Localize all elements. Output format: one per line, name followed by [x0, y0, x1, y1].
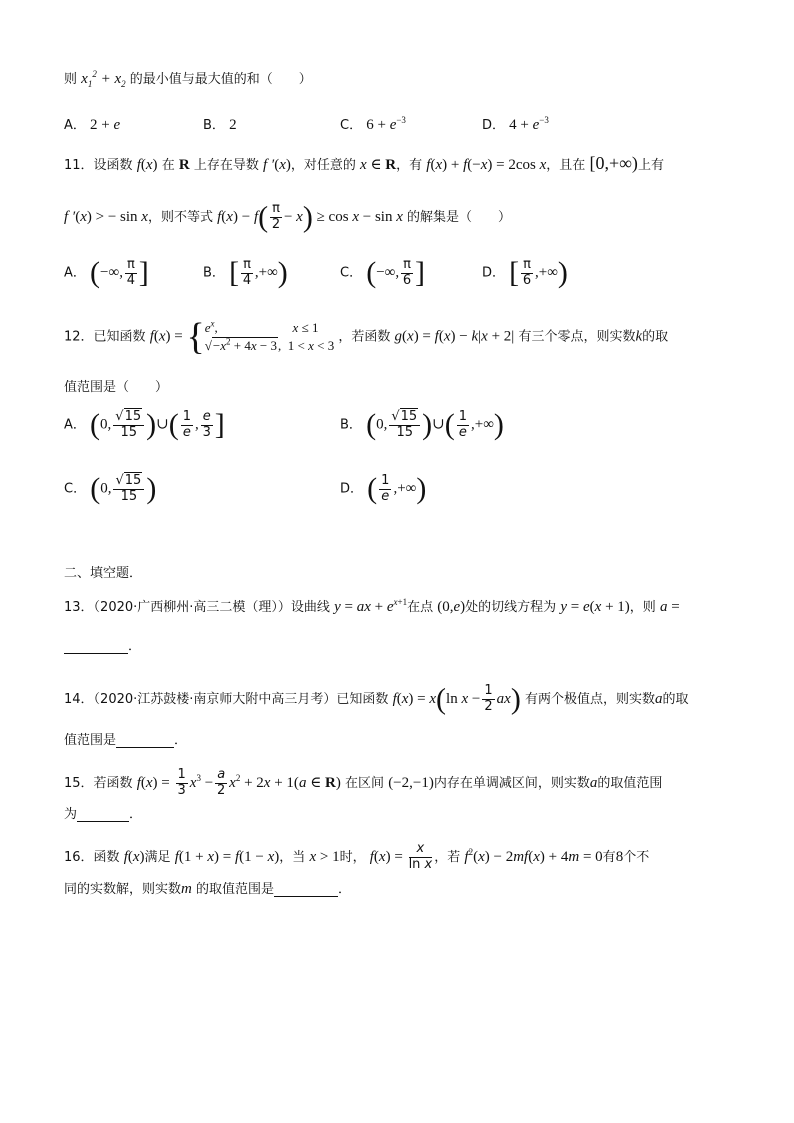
q11-option-b[interactable]: B． [ $\frac{\pi}{4}$ ,+∞) [203, 256, 288, 289]
q11-option-a[interactable]: A． (−∞, $\frac{\pi}{4}$ ] [64, 256, 149, 289]
q14-line-1: 14．（2020·江苏鼓楼·南京师大附中高三月考）已知函数 f(x) = x(ln x − $\frac{1}{2}$ ax) 有两个极值点，则实数a的取 [64, 682, 689, 716]
q13-line-2: ． [64, 640, 141, 654]
q15-answer-blank[interactable] [77, 808, 129, 822]
q16-answer-blank[interactable] [274, 883, 338, 897]
q13-line-1: 13．（2020·广西柳州·高三二模（理））设曲线 y = ax + $e^{x+1}$在点 (0,e)处的切线方程为 y = e(x + 1)，则 a = [64, 597, 680, 615]
q12-option-a[interactable]: A． (0, $\frac{√15}{15}$ )∪( $\frac{1}{e}$ , $\frac{e}{3}$ ] [64, 408, 225, 441]
prev-text: 的最小值与最大值的和（ ） [129, 72, 312, 87]
q11-line-2: f ′(x) > − sin x，则不等式 f(x) − f( $\frac{\pi}{2}$ − x) ≥ cos x − sin x 的解集是（ ） [64, 200, 512, 234]
q15-number: 15． [64, 775, 94, 791]
q14-source: （2020·江苏鼓楼·南京师大附中高三月考） [93, 691, 337, 707]
q16-line-1: 16．函数 f(x)满足 f(1 + x) = f(1 − x)，当 x > 1时， f(x) = $\frac{x}{\text{ln x}}$ ，若 $f^2(x) - 2mf(x) + 4m = 0$有8个不 [64, 841, 650, 872]
q10-option-a[interactable]: A． 2 + e [64, 117, 121, 133]
q14-number: 14． [64, 691, 94, 707]
q11-option-c[interactable]: C． (−∞, $\frac{\pi}{6}$ ] [340, 256, 425, 289]
q10-option-c-value: $6 + e^{-3}$ [366, 115, 406, 133]
q12-option-c[interactable]: C． (0, $\frac{√15}{15}$ ) [64, 472, 157, 505]
q15-line-1: 15．若函数 f(x) = $\frac{1}{3}$ $x^3$ − $\frac{a}{2}$ $x^2 + 2x + 1(a$ ∈ R) 在区间 (−2,−1)内存在单调减区间，则实数a的取值范围 [64, 767, 663, 798]
q12-line-2: 值范围是（ ） [64, 380, 169, 395]
q11-number: 11． [64, 158, 94, 173]
q10-option-a-value: 2 + e [90, 117, 121, 133]
q14-answer-blank[interactable] [116, 734, 174, 748]
prev-label: 则 [64, 72, 78, 87]
prev-question-line [64, 69, 312, 89]
q14-line-2: 值范围是 ． [64, 733, 188, 748]
q11-option-d[interactable]: D． [ $\frac{\pi}{6}$ ,+∞) [482, 256, 568, 289]
q12-option-b[interactable]: B． (0, $\frac{√15}{15}$ )∪( $\frac{1}{e}$ ,+∞) [340, 408, 504, 441]
prev-math: $x_1^2 + x_2$ [81, 69, 126, 89]
q11-line-1: 11．设函数 f(x) 在 R 上存在导数 f ′(x)，对任意的 x ∈ R，有 f(x) + f(−x) = 2cos x，且在 [0,+∞)上有 [64, 153, 664, 173]
q10-option-b-value: 2 [229, 117, 237, 133]
q16-number: 16． [64, 849, 94, 865]
q10-option-c[interactable]: C． $6 + e^{-3}$ [340, 115, 406, 133]
q15-line-2: 为 ． [64, 807, 143, 822]
q13-source: （2020·广西柳州·高三二模（理）） [93, 600, 291, 615]
q10-option-d[interactable]: D． $4 + e^{-3}$ [482, 115, 549, 133]
section-title: 二、填空题． [64, 566, 143, 581]
q13-answer-blank[interactable] [64, 640, 128, 654]
q16-line-2: 同的实数解，则实数m 的取值范围是 ． [64, 881, 352, 897]
q13-number: 13． [64, 600, 94, 615]
q12-line-1: 12．已知函数 f(x) = { $e^x$, x ≤ 1 $√-x^2 + 4x - 3$, 1 < x < 3 ，若函数 g(x) = f(x) − k|x + 2| 有三个零点，则实数k的取 [64, 316, 669, 358]
q10-option-b[interactable]: B． 2 [203, 117, 237, 133]
q12-number: 12． [64, 329, 94, 345]
q10-option-d-value: $4 + e^{-3}$ [509, 115, 549, 133]
q12-option-d[interactable]: D． ( $\frac{1}{e}$ ,+∞) [340, 472, 427, 505]
